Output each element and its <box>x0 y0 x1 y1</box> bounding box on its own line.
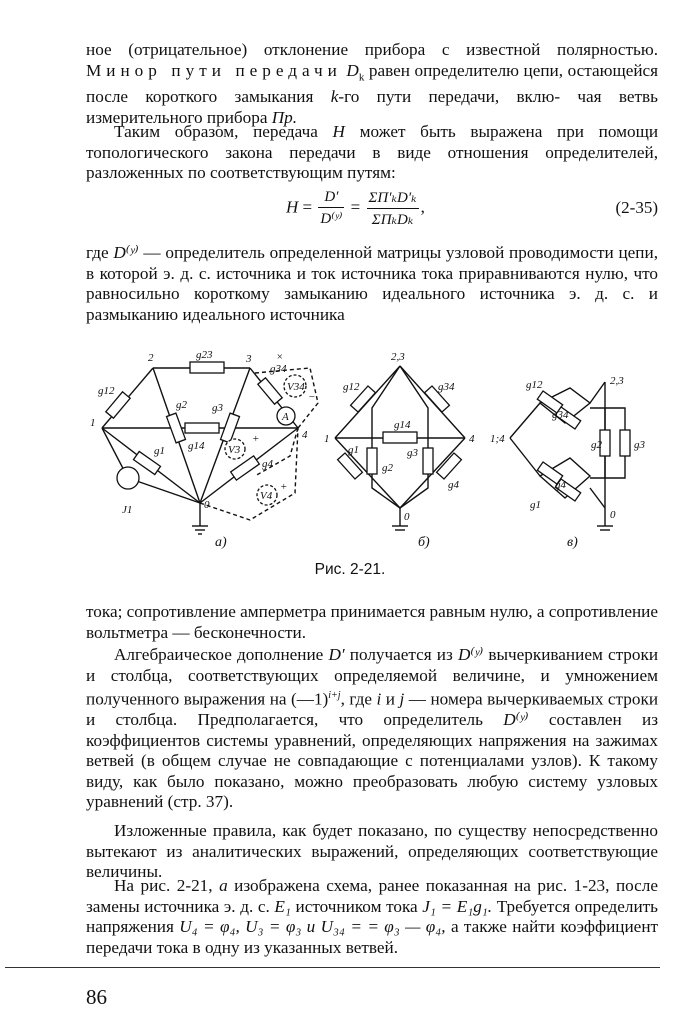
label-g12-b: g12 <box>343 381 360 393</box>
label-plus-v3: + <box>252 433 260 445</box>
p7-text-b: изображена схема, ранее показанная на рис. 1-23, после замены источника э. д. с. <box>86 876 659 916</box>
label-g3-c: g3 <box>634 439 645 451</box>
label-g1-c: g1 <box>530 499 541 511</box>
p5-text-e: — номера вычеркиваемых строки и столбца. Предполагается, что определитель <box>86 689 659 730</box>
label-ammeter: A <box>282 411 289 423</box>
label-v3: V3 <box>228 444 241 456</box>
label-g14-a: g14 <box>188 440 205 452</box>
p1-line-2-rest: равен определителю цепи, <box>368 60 564 80</box>
label-n4-a: 4 <box>302 429 308 441</box>
p1-k-symbol: k <box>330 87 339 107</box>
label-n1-a: 1 <box>90 417 96 429</box>
p5-text-b: получается из <box>349 645 453 664</box>
label-n3-a: 3 <box>246 353 252 365</box>
p5-d-y: D⁽ʸ⁾ <box>457 645 484 664</box>
p2-text-b: может быть выражена при помощи топологического закона передачи в виде отношения определителей, разложенных по соответствующим путям: <box>86 122 659 182</box>
p2-h-symbol: H <box>332 122 345 141</box>
label-g34-c: g34 <box>552 409 569 421</box>
paragraph-7 <box>86 876 658 958</box>
p1-subscript-k: k <box>358 70 365 83</box>
label-n2-a: 2 <box>148 352 154 364</box>
label-g1-a: g1 <box>154 445 165 457</box>
resistors-b <box>338 386 462 479</box>
p5-i: i <box>376 689 382 709</box>
panel-b-label: б) <box>418 535 430 550</box>
p5-d-prime: D′ <box>328 645 345 664</box>
panel-c-label: в) <box>567 535 578 550</box>
label-g14-b: g14 <box>394 419 411 431</box>
p5-text-c: вычеркиванием строки и столбца, соответствующих определяемой величине, и умножением полученного выражения на (—1) <box>86 645 659 709</box>
p5-exponent: i+j <box>328 690 341 701</box>
paragraph-5 <box>86 645 658 813</box>
footer-rule <box>5 967 660 968</box>
p7-text-e: а также найти коэффициент передачи тока в одну из указанных ветвей. <box>86 917 659 957</box>
label-v34: V34 <box>287 381 305 393</box>
p5-text-d: , где <box>340 689 372 709</box>
resistors-a <box>106 362 282 480</box>
p5-text-f: составлен из коэффициентов системы уравнений, определяющих напряжения на зажимах ветвей (в общем случае не совпадающие с потенциалами узлов). К такому виду, как было показано, можно преобразовать любую систему узловых уравнений (стр. 37). <box>86 710 659 812</box>
label-g4-b: g4 <box>448 479 459 491</box>
label-g1-b: g1 <box>348 444 359 456</box>
p7-fig-a: а <box>219 876 228 895</box>
label-n23-b: 2,3 <box>391 351 405 363</box>
paragraph-6: Изложенные правила, как будет показано, по существу непосредственно вытекают из аналитических выражений, определяющих соответствующие величины. <box>86 821 658 881</box>
label-g4-a: g4 <box>262 458 273 470</box>
p7-text-d: Требуется определить напряжения <box>86 896 659 936</box>
p1-line-3: остающейся после короткого замыкания <box>86 60 659 107</box>
label-g23-a: g23 <box>196 349 213 361</box>
paragraph-2 <box>86 122 658 184</box>
figure-caption: Рис. 2-21. <box>314 561 386 578</box>
label-n0-b: 0 <box>404 511 410 523</box>
labels-c <box>490 375 646 550</box>
p7-formula-1: J₁ = E₁g₁. <box>422 896 493 916</box>
label-g3-b: g3 <box>407 447 418 459</box>
equation-number: (2-35) <box>615 198 658 217</box>
page-number: 86 <box>86 985 107 1009</box>
label-n0-a: 0 <box>204 499 210 511</box>
eq-frac1-num: D′ <box>318 189 344 208</box>
label-g2-c: g2 <box>591 439 602 451</box>
p5-d-y2: D⁽ʸ⁾ <box>503 710 529 730</box>
label-cross-v34: × <box>276 351 284 363</box>
p5-text-a: Алгебраическое дополнение <box>114 645 324 664</box>
p5-j: j <box>399 689 405 709</box>
labels-a <box>90 349 315 550</box>
p3-text-a: где <box>86 243 109 262</box>
label-g12-a: g12 <box>98 385 115 397</box>
label-n23-c: 2,3 <box>610 375 624 387</box>
p5-and: и <box>385 689 395 709</box>
label-minus-v34: − <box>308 391 316 403</box>
p1-spaced-term: Минор пути передачи <box>86 60 342 80</box>
eq-frac1-den: D⁽ʸ⁾ <box>320 211 343 227</box>
label-g34-b: g34 <box>438 381 455 393</box>
label-n1-b: 1 <box>324 433 330 445</box>
label-n14-c: 1;4 <box>490 433 505 445</box>
figure-2-21 <box>80 348 660 558</box>
eq-tail: , <box>420 197 425 217</box>
label-g4-c: g4 <box>555 479 566 491</box>
label-g34-a: g34 <box>270 363 287 375</box>
label-v4: V4 <box>260 490 273 502</box>
p1-line-4: чая ветвь измерительного прибора <box>86 87 658 127</box>
p7-e1: E₁ <box>274 896 291 916</box>
eq-fraction-2 <box>367 188 419 229</box>
label-g3-a: g3 <box>212 402 223 414</box>
label-j1: J1 <box>122 504 133 516</box>
equation-body: H = $\frac{D'}{\text{D⁽ʸ⁾}}$ = $\frac{\text{ΣΠ′ₖD′ₖ}}{\text{ΣΠₖDₖ}}$ , <box>286 189 425 228</box>
eq-frac2-num: ΣΠ′ₖD′ₖ <box>367 188 419 209</box>
p3-text-b: — определитель определенной матрицы узловой проводимости цепи, в которой э. д. с. источника и ток источника тока приравниваются нулю, что равносильно короткому замыканию идеального источника э. д. с. и размыканию идеального источника <box>86 243 659 324</box>
p7-text-a: На рис. 2-21, <box>114 876 213 895</box>
p3-symbol: D⁽ʸ⁾ <box>113 243 139 262</box>
p1-line-3-rest: -го пути передачи, вклю- <box>338 87 561 107</box>
p1-line-1: ное (отрицательное) отклонение прибора с известной полярностью. <box>86 40 658 59</box>
paragraph-4: тока; сопротивление амперметра принимается равным нулю, а сопротивление вольтметра — бесконечности. <box>86 602 658 642</box>
eq-lhs: H <box>286 197 299 217</box>
label-g12-c: g12 <box>526 379 543 391</box>
paragraph-3 <box>86 243 658 325</box>
eq-fraction-1 <box>318 189 344 228</box>
p1-symbol-dk: D <box>346 60 359 80</box>
p7-text-c: источником тока <box>295 896 418 916</box>
equation-2-35 <box>86 188 658 234</box>
label-n0-c: 0 <box>610 509 616 521</box>
panel-a-label: а) <box>215 535 227 550</box>
schematic-a <box>102 368 318 534</box>
p1-device: Пр. <box>271 107 298 127</box>
label-n4-b: 4 <box>469 433 475 445</box>
label-plus-v4: + <box>280 481 288 493</box>
label-g2-a: g2 <box>176 399 187 411</box>
label-g2-b: g2 <box>382 462 393 474</box>
paragraph-1 <box>86 40 658 128</box>
p7-formula-2: U₄ = φ₄, U₃ = φ₃ и U₃₄ = = φ₃ — φ₄, <box>179 917 446 936</box>
p2-text-a: Таким образом, передача <box>114 122 318 141</box>
eq-frac2-den: ΣΠₖDₖ <box>371 212 414 228</box>
